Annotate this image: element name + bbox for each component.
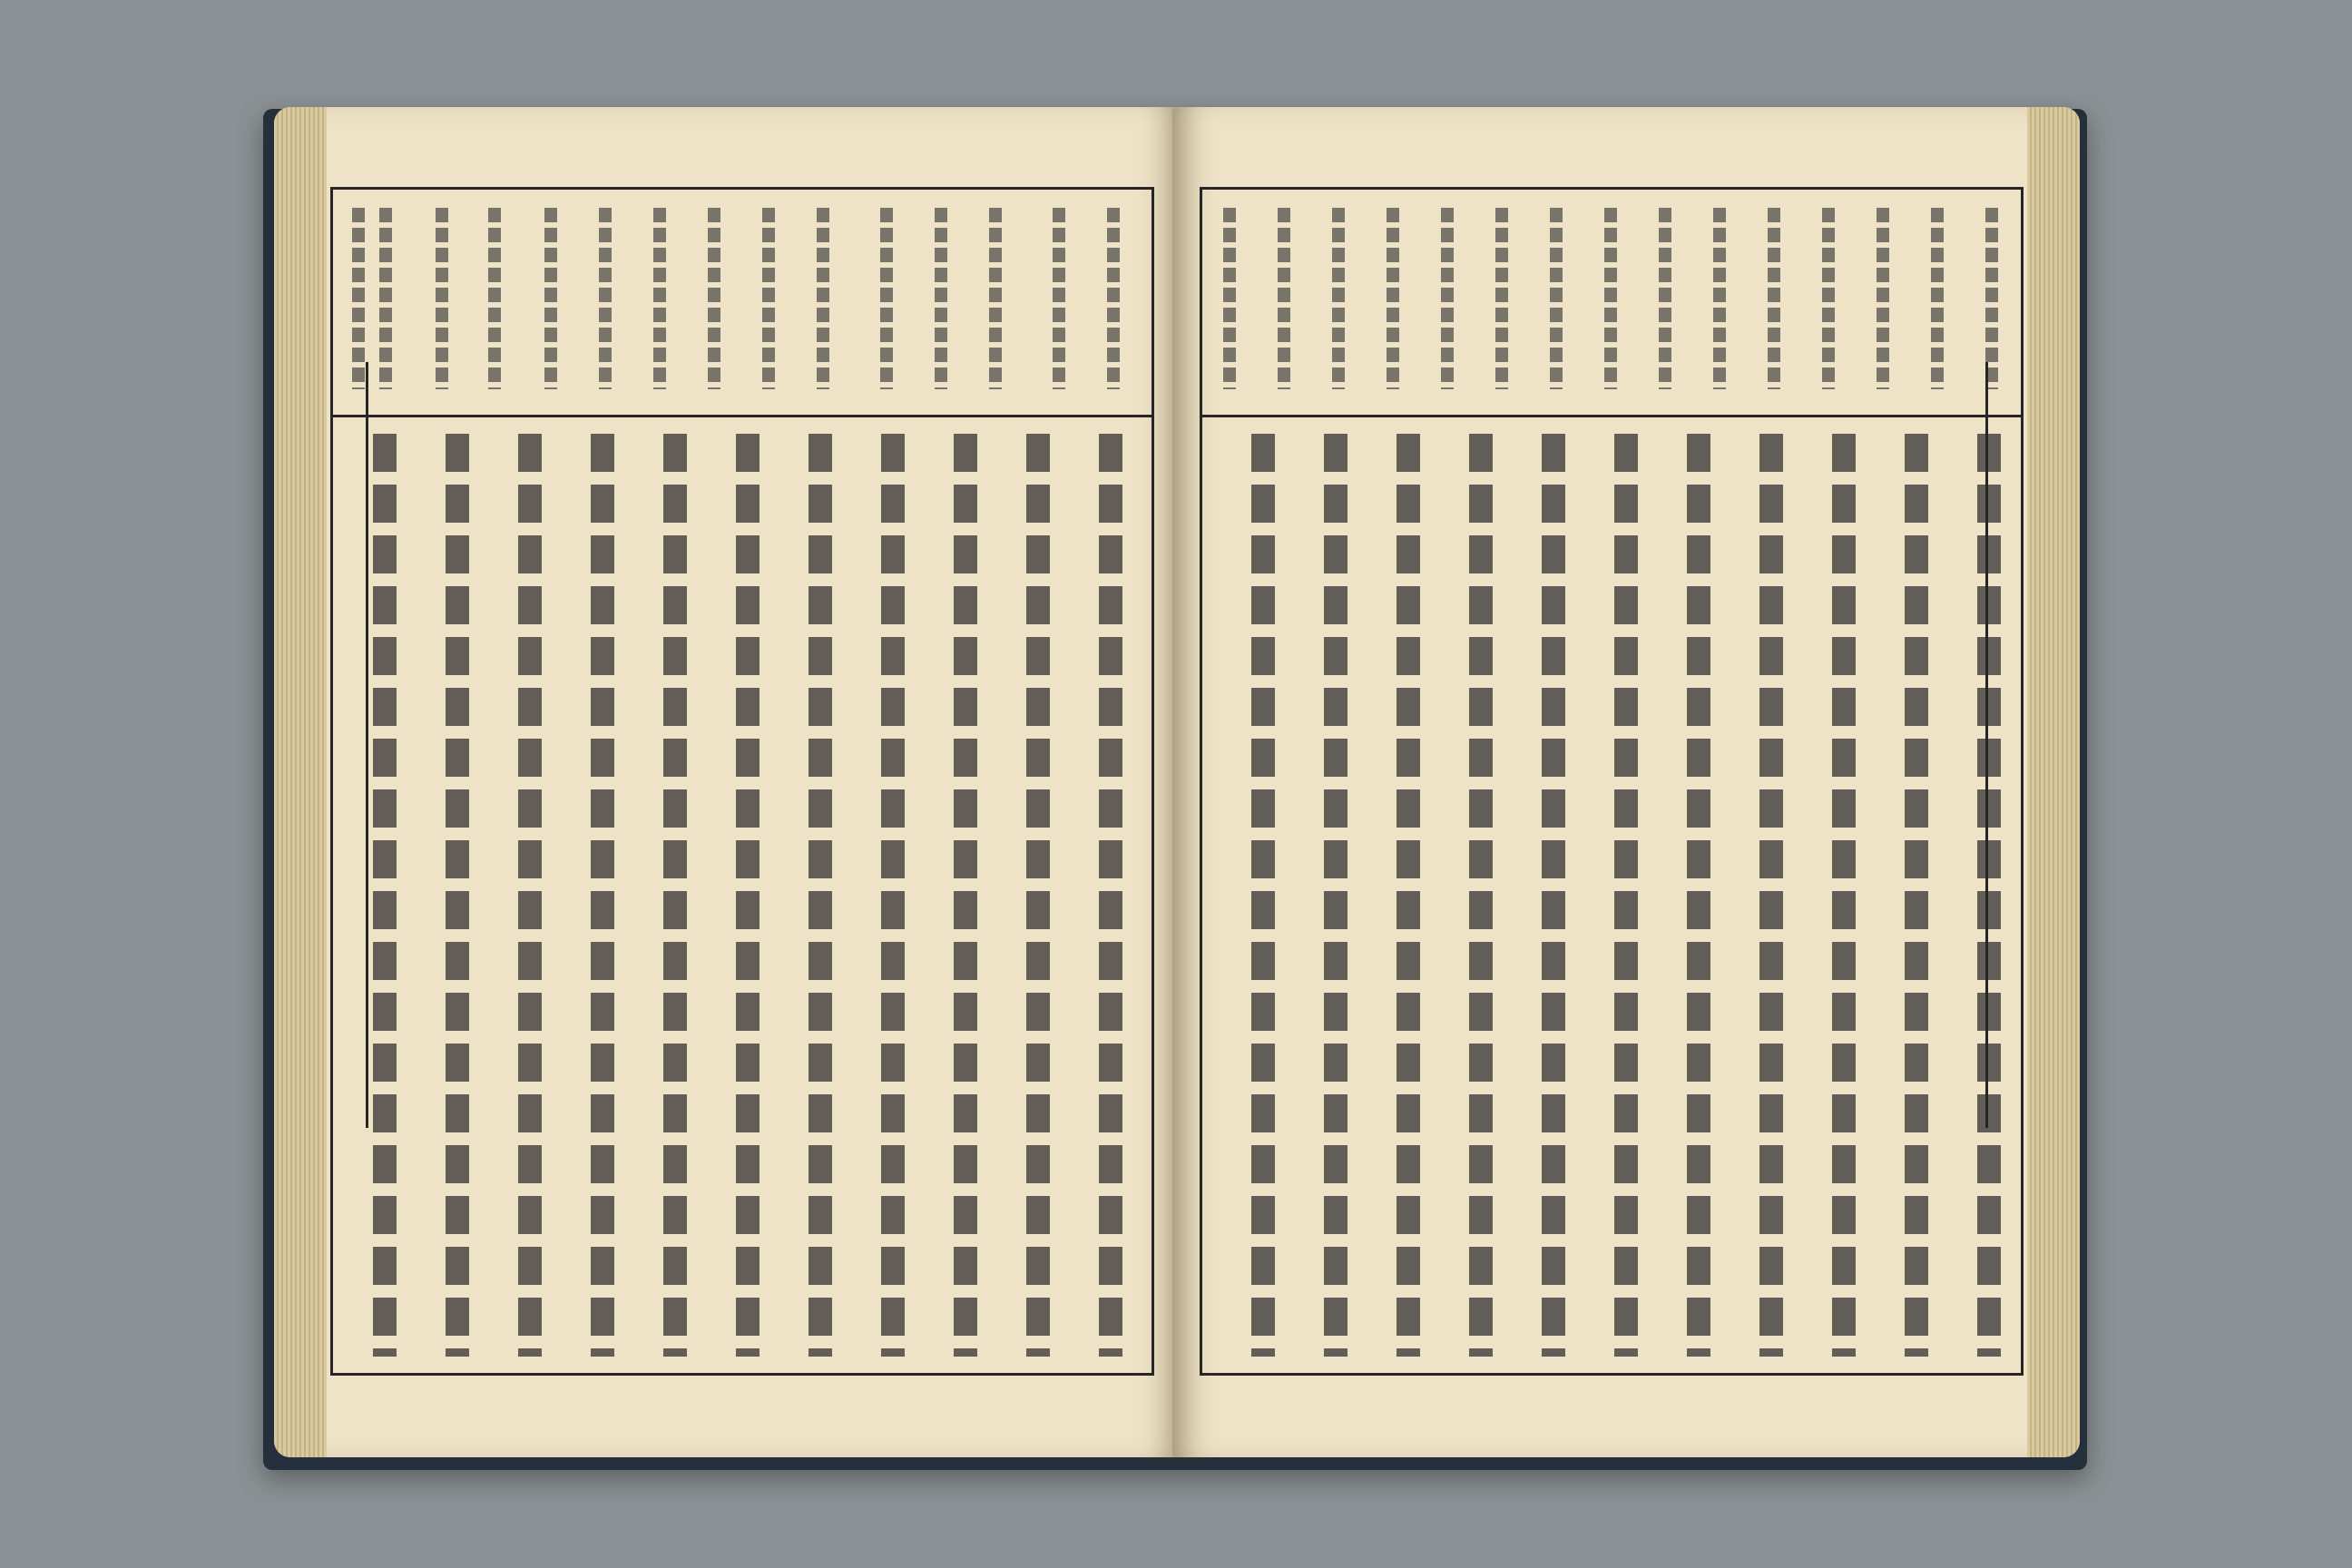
text-column bbox=[1384, 434, 1433, 1357]
text-column bbox=[1456, 434, 1505, 1357]
commentary-line bbox=[1275, 208, 1293, 389]
text-column bbox=[651, 434, 700, 1357]
fore-edge-left bbox=[274, 107, 327, 1457]
commentary-line bbox=[932, 208, 950, 389]
main-text-area-left bbox=[333, 417, 1152, 1373]
text-column bbox=[1892, 434, 1941, 1357]
commentary-line bbox=[485, 208, 504, 389]
commentary-line bbox=[1819, 208, 1838, 389]
text-column bbox=[578, 434, 627, 1357]
commentary-line bbox=[377, 208, 395, 389]
text-column bbox=[941, 434, 990, 1357]
commentary-line bbox=[1710, 208, 1729, 389]
text-column bbox=[433, 434, 482, 1357]
commentary-line bbox=[1874, 208, 1892, 389]
commentary-line bbox=[651, 208, 669, 389]
commentary-line bbox=[1104, 208, 1122, 389]
main-text-area-right bbox=[1202, 417, 2021, 1373]
commentary-line bbox=[877, 208, 896, 389]
commentary-line bbox=[986, 208, 1004, 389]
text-column bbox=[505, 434, 554, 1357]
text-column bbox=[1311, 434, 1360, 1357]
text-column bbox=[868, 434, 917, 1357]
commentary-line bbox=[1384, 208, 1402, 389]
text-column bbox=[1529, 434, 1578, 1357]
left-page bbox=[274, 107, 1181, 1457]
text-column bbox=[1965, 434, 2014, 1357]
edge-rule-left bbox=[366, 362, 368, 1128]
commentary-line bbox=[1547, 208, 1565, 389]
text-column bbox=[1602, 434, 1651, 1357]
text-column bbox=[1747, 434, 1796, 1357]
text-column bbox=[723, 434, 772, 1357]
right-page bbox=[1172, 107, 2080, 1457]
commentary-line bbox=[596, 208, 614, 389]
commentary-line bbox=[433, 208, 451, 389]
edge-rule-right bbox=[1985, 362, 1988, 1128]
commentary-line bbox=[542, 208, 560, 389]
text-column bbox=[1239, 434, 1288, 1357]
text-column bbox=[1086, 434, 1135, 1357]
commentary-line bbox=[1493, 208, 1511, 389]
commentary-line bbox=[1220, 208, 1239, 389]
text-column bbox=[796, 434, 845, 1357]
upper-commentary-band-left bbox=[333, 190, 1152, 417]
commentary-line bbox=[760, 208, 778, 389]
commentary-line bbox=[349, 208, 368, 389]
fore-edge-right bbox=[2027, 107, 2080, 1457]
printed-frame-left bbox=[330, 187, 1154, 1376]
commentary-line bbox=[1050, 208, 1068, 389]
commentary-line bbox=[814, 208, 832, 389]
text-column bbox=[1819, 434, 1868, 1357]
commentary-line bbox=[1438, 208, 1456, 389]
printed-frame-right bbox=[1200, 187, 2024, 1376]
commentary-line bbox=[1765, 208, 1783, 389]
commentary-line bbox=[1329, 208, 1348, 389]
commentary-line bbox=[1928, 208, 1946, 389]
text-column bbox=[1674, 434, 1723, 1357]
text-column bbox=[1014, 434, 1063, 1357]
commentary-line bbox=[705, 208, 723, 389]
commentary-line bbox=[1656, 208, 1674, 389]
upper-commentary-band-right bbox=[1202, 190, 2021, 417]
commentary-line bbox=[1602, 208, 1620, 389]
